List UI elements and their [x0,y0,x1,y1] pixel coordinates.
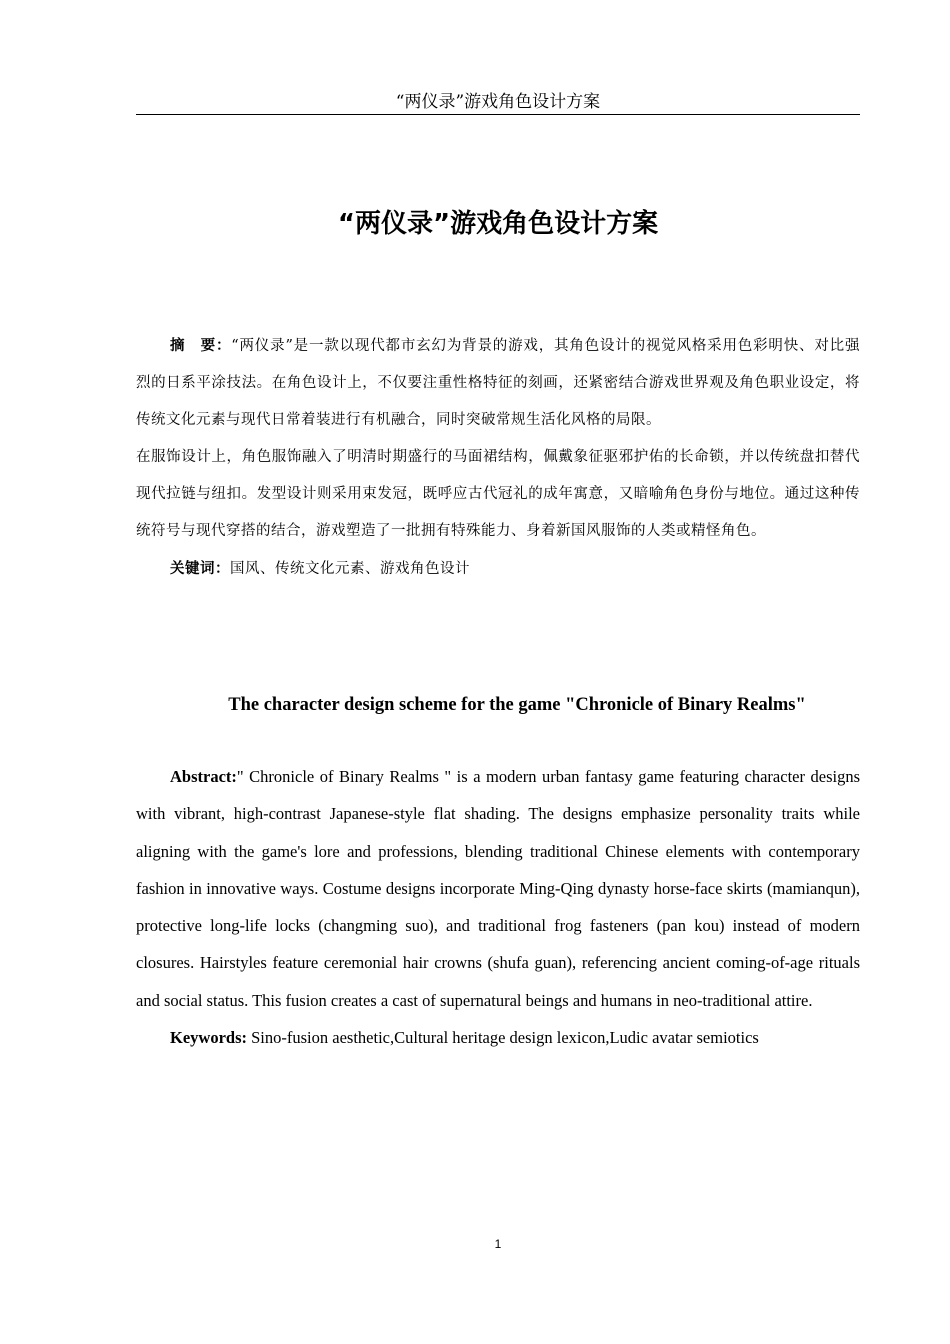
english-abstract-label: Abstract: [170,767,237,786]
chinese-keywords-text: 国风、传统文化元素、游戏角色设计 [230,561,470,577]
english-abstract [136,758,860,1056]
english-keywords-label: Keywords: [170,1028,247,1048]
english-abstract-paragraph [136,758,860,1019]
chinese-abstract-label: 摘 要： [170,337,232,354]
english-abstract-text: " Chronicle of Binary Realms " is a modern urban fantasy game featuring character designs with vibrant, high-contrast Japanese-style flat shading. The designs emphasize personality traits while aligning with the game's lore and professions, blending traditional Chinese elements with contemporary fashion in innovative ways. Costume designs incorporate Ming-Qing dynasty horse-face skirts (mamianqun), protective long-life locks (changming suo), and traditional frog fasteners (pan kou) instead of modern closures. Hairstyles feature ceremonial hair crowns (shufa guan), referencing ancient coming-of-age rituals and social status. This fusion creates a cast of supernatural beings and humans in neo-traditional attire. [136,767,860,1010]
running-header [136,92,860,115]
english-keywords [136,1019,860,1056]
chinese-keywords-label: 关键词： [170,560,230,577]
running-header-title: “两仪录”游戏角色设计方案 [395,92,601,112]
document-title: “两仪录”游戏角色设计方案 [337,209,659,239]
chinese-abstract-paragraph-1 [136,327,860,439]
page-number: 1 [494,1237,502,1251]
english-title: The character design scheme for the game "Chronicle of Binary Realms" [228,695,806,715]
chinese-abstract-paragraph-2: 在服饰设计上，角色服饰融入了明清时期盛行的马面裙结构，佩戴象征驱邪护佑的长命锁，并以传统盘扣替代现代拉链与纽扣。发型设计则采用束发冠，既呼应古代冠礼的成年寓意，又暗喻角色身份与地位。通过这种传统符号与现代穿搭的结合，游戏塑造了一批拥有特殊能力、身着新国风服饰的人类或精怪角色。 [136,449,860,539]
chinese-keywords [136,550,860,588]
chinese-abstract [136,327,860,588]
english-keywords-text: Sino-fusion aesthetic,Cultural heritage design lexicon,Ludic avatar semiotics [251,1028,759,1048]
chinese-abstract-text-1: “两仪录”是一款以现代都市玄幻为背景的游戏，其角色设计的视觉风格采用色彩明快、对比强烈的日系平涂技法。在角色设计上，不仅要注重性格特征的刻画，还紧密结合游戏世界观及角色职业设定，将传统文化元素与现代日常着装进行有机融合，同时突破常规生活化风格的局限。 [136,338,860,428]
